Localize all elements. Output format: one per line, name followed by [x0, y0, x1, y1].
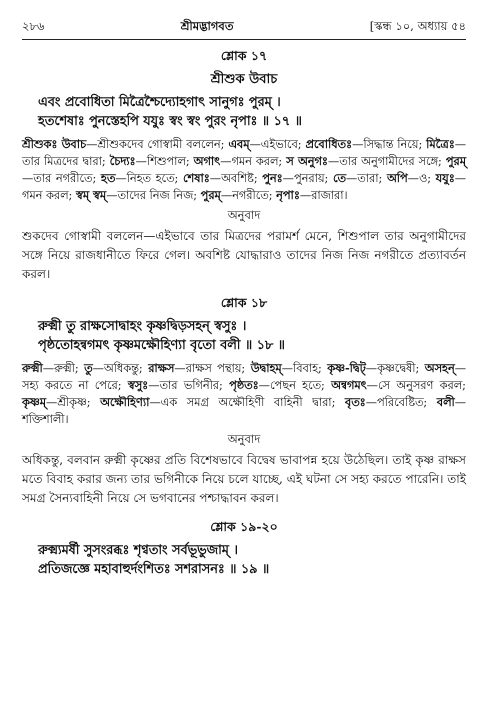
synonym-meaning: —অবশিষ্ট; [209, 172, 263, 185]
synonym-meaning: —সিদ্ধান্ত নিয়ে; [352, 138, 427, 151]
synonym-word: স্বসুঃ [127, 378, 149, 392]
synonym-meaning: —রাক্ষস পন্থায়; [174, 362, 251, 375]
synonyms [22, 360, 466, 428]
synonym-meaning: —পেছন হতে; [258, 379, 332, 392]
synonym-meaning: —শিশুপাল; [135, 155, 194, 168]
verse-speaker: শ্রীশুক উবাচ [210, 72, 278, 87]
synonym-word: হত [100, 171, 116, 185]
synonym-meaning: —অধিকন্তু; [92, 362, 149, 375]
synonym-word: এবম্ [228, 137, 250, 151]
synonym-meaning: —তার অনুগামীদের সঙ্গে; [327, 155, 446, 168]
verse-line-1: এবং প্রবোধিতা মিত্রৈশ্চৈদ্যোহগাৎ সানুগঃ পুরম্ । [38, 95, 281, 110]
synonym-meaning: —এইভাবে; [249, 138, 306, 151]
synonym-word: অক্ষৌহিণ্যা [100, 395, 150, 409]
synonym-word: পুরম্ [200, 188, 221, 202]
chapter-reference: [স্কন্ধ ১০, অধ্যায় ৫৪ [369, 19, 466, 33]
synonym-word: তে [332, 171, 346, 185]
synonym-word: চৈদ্যঃ [109, 154, 136, 168]
synonym-meaning: —সহ্য করতে না পেরে; [22, 362, 467, 392]
synonym-meaning: —শক্তিশালী। [22, 396, 467, 426]
synonym-word: স অনুগঃ [286, 154, 328, 168]
synonym-meaning: —নগরীতে; [220, 189, 277, 202]
synonym-meaning: —বিবাহ; [281, 362, 328, 375]
verse-line-2: প্রতিজজ্ঞে মহাবাহুর্দংশিতঃ সশরাসনঃ ॥ ১৯ ॥ [38, 562, 270, 577]
synonym-word: বলী [436, 395, 455, 409]
synonym-meaning: —তার নগরীতে; [22, 172, 101, 185]
verse-line-1: রুক্ম্যমর্ষী সুসংরব্ধঃ শৃণ্বতাং সর্বভূভুজাম্ । [38, 543, 238, 558]
page-header [22, 18, 466, 36]
synonym-meaning: —শ্রীশুকদেব গোস্বামী বললেন; [86, 138, 229, 151]
synonym-meaning: —রাজারা। [299, 189, 348, 202]
synonyms [22, 136, 466, 204]
verse-line-2: পৃষ্ঠতোহন্বগমৎ কৃষ্ণমক্ষৌহিণ্যা বৃতো বলী ॥ ১৮ ॥ [38, 338, 285, 353]
synonym-word: শ্রীশুকঃ উবাচ [22, 137, 87, 151]
translation-label: অনুবাদ [227, 432, 261, 446]
translation-label: অনুবাদ [227, 208, 261, 222]
synonym-word: কৃষ্ণম্ [22, 395, 46, 409]
page-number: ২৮৬ [22, 19, 45, 33]
synonym-meaning: —ও; [407, 172, 436, 185]
synonym-word: নৃপাঃ [276, 188, 300, 202]
synonym-meaning: —সে অনুসরণ করল; [366, 379, 466, 392]
synonym-word: অন্বগমৎ [331, 378, 367, 392]
verse-line-1: রুক্মী তু রাক্ষসোদ্বাহং কৃষ্ণদ্বিড়সহন্ স্বসুঃ । [38, 319, 247, 334]
synonym-meaning: —তাদের নিজ নিজ; [106, 189, 201, 202]
synonym-word: শেষাঃ [182, 171, 210, 185]
synonym-word: কৃষ্ণ-দ্বিট্ [327, 361, 366, 375]
synonym-word: পৃষ্ঠতঃ [229, 378, 259, 392]
synonym-meaning: —এক সমগ্র অক্ষৌহিণী বাহিনী দ্বারা; [149, 396, 345, 409]
synonym-word: রুক্মী [22, 361, 43, 375]
synonym-meaning: —তার মিত্রদের দ্বারা; [22, 138, 467, 168]
synonym-word: প্রবোধিতঃ [305, 137, 353, 151]
synonym-meaning: —নিহত হতে; [115, 172, 183, 185]
synonym-meaning: —কৃষ্ণদ্বেষী; [365, 362, 425, 375]
synonym-word: যযুঃ [435, 171, 455, 185]
synonym-word: স্বম্ স্বম্ [75, 188, 107, 202]
verse-title: শ্লোক ১৭ [220, 48, 268, 63]
translation: শুকদেব গোস্বামী বললেন—এইভাবে তার মিত্রদের পরামর্শ মেনে, শিশুপাল তার অনুগামীদের সঙ্গে নিয়ে রাজধানীতে ফিরে গেল। অবশিষ্ট যোদ্ধারাও তাদের নিজ নিজ নগরীতে প্রত্যাবর্তন করল। [22, 229, 466, 281]
synonym-word: উদ্বাহম্ [250, 361, 282, 375]
book-title: শ্রীমদ্ভাগবত [180, 19, 234, 33]
synonym-meaning: —শ্রীকৃষ্ণ; [46, 396, 101, 409]
synonym-meaning: —গমন করল; [22, 172, 467, 202]
synonym-meaning: —পুনরায়; [282, 172, 333, 185]
synonym-word: পুনঃ [262, 171, 283, 185]
synonym-word: তু [84, 361, 93, 375]
synonym-meaning: —পরিবেষ্টিত; [365, 396, 437, 409]
synonym-meaning: —রুক্মী; [42, 362, 85, 375]
synonym-word: মিত্রৈঃ [426, 137, 455, 151]
verse-17 [22, 48, 466, 284]
synonym-word: পুরম্ [445, 154, 466, 168]
verse-19-20 [22, 519, 466, 579]
book-page [22, 18, 466, 579]
synonym-word: বৃতঃ [344, 395, 366, 409]
verse-18 [22, 295, 466, 508]
header-rule [22, 39, 466, 40]
synonym-meaning: —গমন করল; [220, 155, 287, 168]
verse-title: শ্লোক ১৮ [220, 295, 268, 310]
verse-line-2: হতশেষাঃ পুনস্তেহপি যযুঃ স্বং স্বং পুরং নৃপাঃ ॥ ১৭ ॥ [38, 114, 302, 129]
verse-title: শ্লোক ১৯-২০ [210, 519, 278, 534]
synonym-meaning: —তার ভগিনীর; [148, 379, 230, 392]
synonym-word: অপি [386, 171, 408, 185]
translation: অধিকন্তু, বলবান রুক্মী কৃষ্ণের প্রতি বিশেষভাবে বিদ্বেষ ভাবাপন্ন হয়ে উঠেছিল। তাই কৃষ্ণ রাক্ষস মতে বিবাহ করার জন্য তার ভগিনীকে নিয়ে চলে যাচ্ছে, এই ঘটনা সে সহ্য করতে পারেনি। তাই সমগ্র সৈন্যবাহিনী নিয়ে সে ভগবানের পশ্চাদ্ধাবন করল। [22, 453, 466, 505]
synonym-word: অগাৎ [193, 154, 221, 168]
synonym-meaning: —তারা; [346, 172, 387, 185]
synonym-word: অসহন্ [424, 361, 455, 375]
synonym-word: রাক্ষস [148, 361, 175, 375]
